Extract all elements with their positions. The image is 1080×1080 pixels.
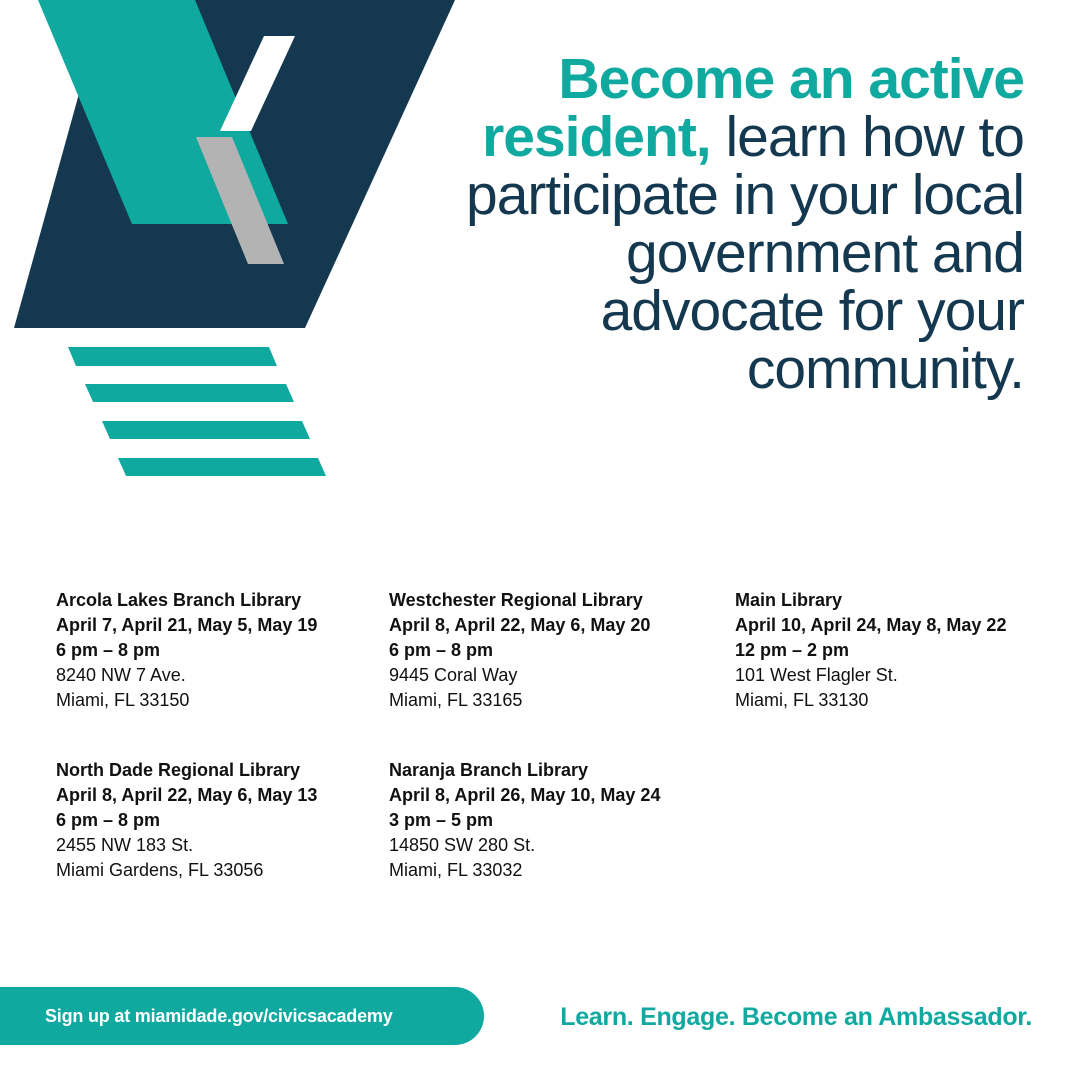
headline-rest: learn how to participate in your local government and advocate for your community. <box>466 105 1024 401</box>
signup-link[interactable]: Sign up at miamidade.gov/civicsacademy <box>45 1005 393 1026</box>
location-main-library <box>735 588 1006 713</box>
location-time: 3 pm – 5 pm <box>389 810 494 830</box>
location-name: Arcola Lakes Branch Library <box>56 590 302 610</box>
tagline: Learn. Engage. Become an Ambassador. <box>560 1003 1032 1031</box>
location-city: Miami, FL 33165 <box>389 690 523 710</box>
location-time: 12 pm – 2 pm <box>735 640 850 660</box>
location-dates: April 7, April 21, May 5, May 19 <box>56 615 318 635</box>
logo-stripe-1 <box>68 347 277 366</box>
signup-banner[interactable] <box>0 987 484 1045</box>
location-dates: April 8, April 22, May 6, May 13 <box>56 785 318 805</box>
location-time: 6 pm – 8 pm <box>56 810 161 830</box>
location-address: 2455 NW 183 St. <box>56 835 194 855</box>
location-north-dade <box>56 758 317 883</box>
location-city: Miami, FL 33130 <box>735 690 869 710</box>
location-westchester <box>389 588 650 713</box>
location-time: 6 pm – 8 pm <box>389 640 494 660</box>
location-arcola-lakes <box>56 588 317 713</box>
location-dates: April 8, April 22, May 6, May 20 <box>389 615 651 635</box>
location-name: North Dade Regional Library <box>56 760 301 780</box>
location-name: Naranja Branch Library <box>389 760 589 780</box>
location-address: 14850 SW 280 St. <box>389 835 536 855</box>
headline <box>424 47 1024 401</box>
civics-academy-logo-icon <box>0 0 460 480</box>
location-dates: April 8, April 26, May 10, May 24 <box>389 785 661 805</box>
location-name: Westchester Regional Library <box>389 590 643 610</box>
location-city: Miami, FL 33150 <box>56 690 190 710</box>
location-naranja <box>389 758 660 883</box>
logo-stripe-2 <box>85 384 294 402</box>
headline-accent: Become an active resident, <box>482 47 1024 169</box>
location-address: 101 West Flagler St. <box>735 665 898 685</box>
location-dates: April 10, April 24, May 8, May 22 <box>735 615 1007 635</box>
logo-stripe-4 <box>118 458 326 476</box>
location-address: 8240 NW 7 Ave. <box>56 665 186 685</box>
location-city: Miami Gardens, FL 33056 <box>56 860 264 880</box>
location-city: Miami, FL 33032 <box>389 860 523 880</box>
location-name: Main Library <box>735 590 843 610</box>
logo-stripe-3 <box>102 421 310 439</box>
location-time: 6 pm – 8 pm <box>56 640 161 660</box>
location-address: 9445 Coral Way <box>389 665 518 685</box>
